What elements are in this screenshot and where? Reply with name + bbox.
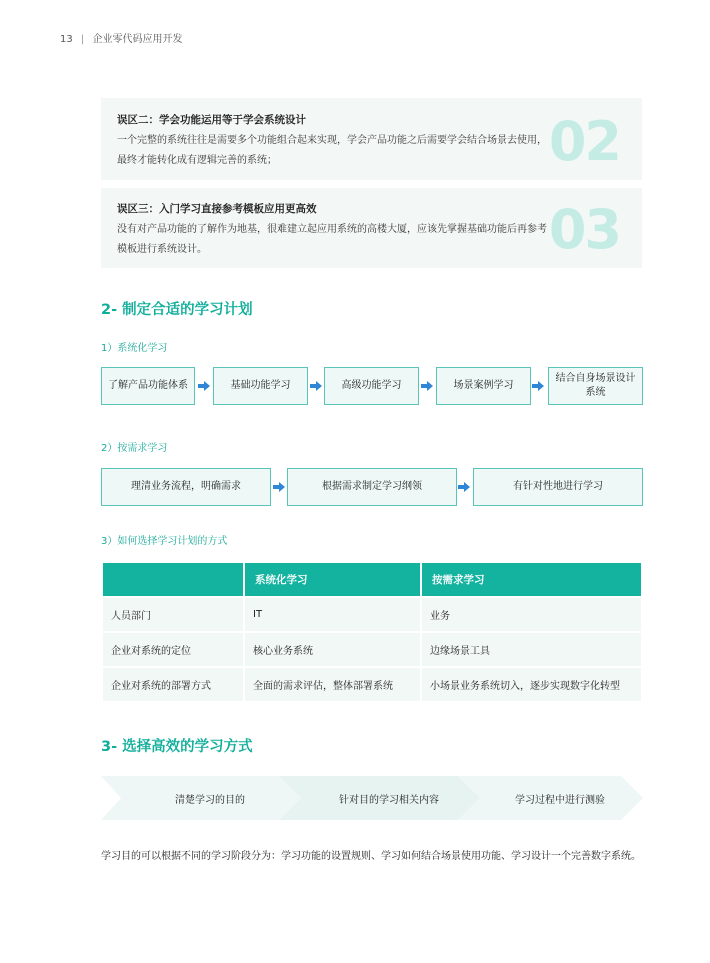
table-cell: 企业对系统的部署方式	[103, 668, 243, 701]
chevron-step: 针对目的学习相关内容	[339, 794, 439, 806]
flow-step: 根据需求制定学习纲领	[287, 468, 457, 506]
myth-body: 没有对产品功能的了解作为地基，很难建立起应用系统的高楼大厦，应该先掌握基础功能后再参考模板进行系统设计。	[117, 224, 547, 255]
flow-step: 基础功能学习	[213, 367, 308, 405]
body-paragraph: 学习目的可以根据不同的学习阶段分为：学习功能的设置规则、学习如何结合场景使用功能、学习设计一个完善数字系统。	[101, 851, 641, 862]
myth-number: 02	[548, 110, 620, 173]
arrow-right-icon	[310, 381, 322, 391]
table-cell: 全面的需求评估，整体部署系统	[245, 668, 420, 701]
table-cell: 核心业务系统	[245, 633, 420, 666]
table-cell: 人员部门	[103, 598, 243, 631]
choose-label: 3）如何选择学习计划的方式	[101, 536, 228, 547]
flow-step: 场景案例学习	[436, 367, 531, 405]
myth-title: 误区二：学会功能运用等于学会系统设计	[117, 114, 306, 126]
arrow-right-icon	[198, 381, 210, 391]
myth-title: 误区三：入门学习直接参考模板应用更高效	[117, 203, 317, 215]
header-separator: |	[80, 34, 85, 45]
page-number: 13	[60, 34, 73, 45]
running-header	[60, 30, 182, 45]
comparison-table	[101, 561, 643, 703]
table-row	[103, 633, 641, 666]
flow-step: 高级功能学习	[324, 367, 419, 405]
chevron-step: 学习过程中进行测验	[515, 794, 605, 806]
arrow-right-icon	[458, 482, 470, 492]
on-demand-label: 2）按需求学习	[101, 443, 168, 454]
table-row	[103, 598, 641, 631]
flow-step: 有针对性地进行学习	[473, 468, 643, 506]
flow-step: 理清业务流程，明确需求	[101, 468, 271, 506]
table-header-cell: 按需求学习	[422, 563, 641, 596]
arrow-right-icon	[273, 482, 285, 492]
section-3-heading: 3- 选择高效的学习方式	[101, 739, 253, 755]
arrow-right-icon	[421, 381, 433, 391]
table-cell: 边缘场景工具	[422, 633, 641, 666]
flow-step: 结合自身场景设计系统	[548, 367, 643, 405]
myth-card-3	[101, 188, 642, 268]
section-2-heading: 2- 制定合适的学习计划	[101, 302, 253, 318]
table-cell: IT	[245, 598, 420, 631]
chevron-step: 清楚学习的目的	[175, 794, 245, 806]
myth-card-2	[101, 98, 642, 180]
arrow-right-icon	[532, 381, 544, 391]
flow-step: 了解产品功能体系	[101, 367, 195, 405]
chevron-process	[101, 776, 643, 820]
table-header-cell	[103, 563, 243, 596]
myth-body: 一个完整的系统往往是需要多个功能组合起来实现，学会产品功能之后需要学会结合场景去使用，最终才能转化成有逻辑完善的系统；	[117, 135, 547, 166]
table-header-cell: 系统化学习	[245, 563, 420, 596]
table-cell: 业务	[422, 598, 641, 631]
systematic-label: 1）系统化学习	[101, 343, 168, 354]
book-title: 企业零代码应用开发	[92, 34, 183, 45]
table-row	[103, 668, 641, 701]
myth-number: 03	[548, 198, 620, 261]
table-cell: 小场景业务系统切入，逐步实现数字化转型	[422, 668, 641, 701]
table-header-row	[103, 563, 641, 596]
table-cell: 企业对系统的定位	[103, 633, 243, 666]
